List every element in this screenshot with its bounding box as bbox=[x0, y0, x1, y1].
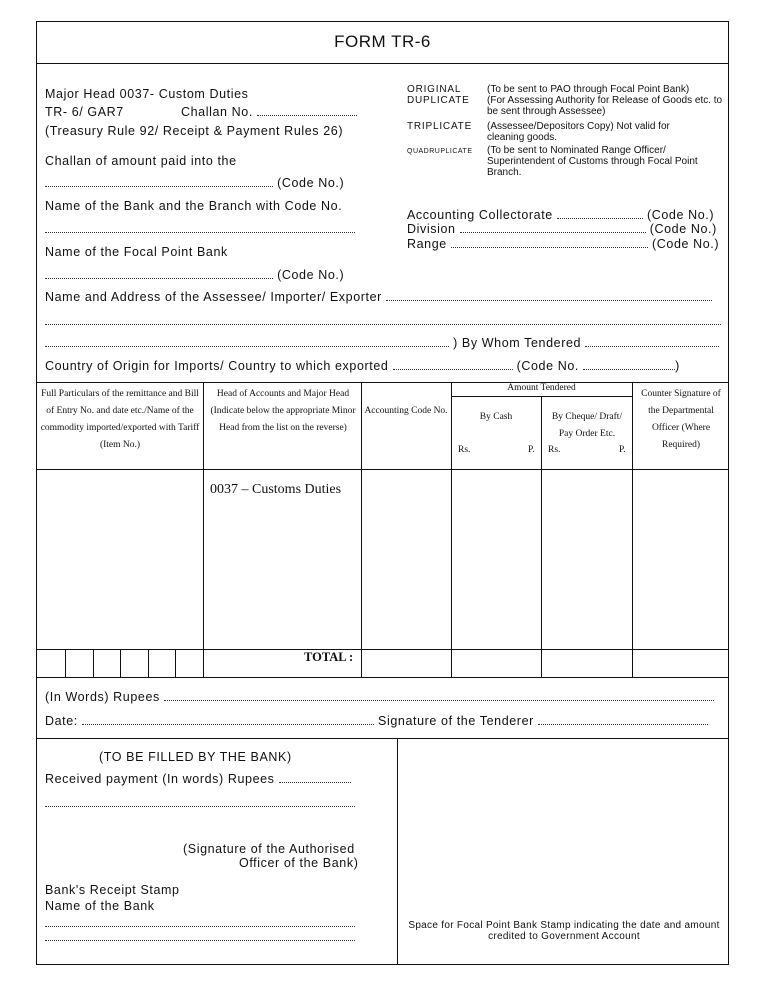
copy-quadruplicate-label: QUADRUPLICATE bbox=[407, 148, 473, 155]
code-no-label: (Code No.) bbox=[277, 176, 345, 190]
in-words-dots bbox=[164, 691, 714, 701]
copy-original-note: (To be sent to PAO through Focal Point Bank) bbox=[487, 84, 690, 95]
challan-paid-code bbox=[45, 176, 344, 190]
copy-duplicate-label: DUPLICATE bbox=[407, 95, 470, 106]
tariff-box-2 bbox=[93, 649, 94, 677]
tariff-box-3 bbox=[120, 649, 121, 677]
challan-no-field bbox=[181, 105, 357, 119]
date-signature-field bbox=[45, 714, 708, 728]
header-accounting-code: Accounting Code No. bbox=[364, 406, 448, 416]
range-label: Range bbox=[407, 237, 447, 251]
copy-original-label: ORIGINAL bbox=[407, 84, 462, 95]
accounting-dots bbox=[557, 209, 643, 219]
date-dots bbox=[82, 715, 374, 725]
assessee-line-2 bbox=[45, 314, 721, 328]
challan-no-label: Challan No. bbox=[181, 105, 253, 119]
range-dots bbox=[451, 238, 648, 248]
bank-name-label: Name of the Bank bbox=[45, 899, 155, 913]
challan-paid-label: Challan of amount paid into the bbox=[45, 154, 237, 168]
country-code-label: (Code No. bbox=[516, 359, 579, 373]
received-dots bbox=[279, 773, 351, 783]
copy-triplicate-label: TRIPLICATE bbox=[407, 121, 473, 132]
bank-name-line-1 bbox=[45, 916, 355, 930]
signature-tenderer-label: Signature of the Tenderer bbox=[378, 714, 534, 728]
receipt-stamp-label: Bank's Receipt Stamp bbox=[45, 883, 180, 897]
tariff-box-1 bbox=[65, 649, 66, 677]
tariff-box-4 bbox=[148, 649, 149, 677]
tariff-box-5 bbox=[175, 649, 176, 677]
accounting-collectorate-label: Accounting Collectorate bbox=[407, 208, 553, 222]
cheque-rs: Rs. bbox=[548, 445, 561, 455]
header-head-accounts: Head of Accounts and Major Head (Indicate below the appropriate Minor Head from the list on the reverse) bbox=[210, 389, 356, 433]
table-total-top bbox=[36, 649, 729, 650]
focal-bank-label: Name of the Focal Point Bank bbox=[45, 245, 228, 259]
division-field bbox=[407, 222, 717, 236]
cash-rs: Rs. bbox=[458, 445, 471, 455]
cheque-p: P. bbox=[619, 445, 626, 455]
signature-dots bbox=[538, 715, 708, 725]
signature-officer-2: Officer of the Bank) bbox=[239, 856, 359, 870]
country-close-paren: ) bbox=[675, 359, 680, 373]
bank-heading: (TO BE FILLED BY THE BANK) bbox=[99, 750, 292, 764]
received-payment-label: Received payment (In words) Rupees bbox=[45, 772, 275, 786]
division-label: Division bbox=[407, 222, 456, 236]
bank-branch-line bbox=[45, 222, 355, 236]
table-total-label: TOTAL : bbox=[304, 650, 354, 664]
table-bottom bbox=[36, 677, 729, 678]
col-divider-4 bbox=[541, 396, 542, 677]
received-payment-field bbox=[45, 772, 351, 786]
header-by-cash: By Cash bbox=[479, 412, 513, 422]
treasury-rule: (Treasury Rule 92/ Receipt & Payment Rules 26) bbox=[45, 124, 344, 138]
bank-section-top bbox=[36, 738, 729, 739]
copy-triplicate-note: (Assessee/Depositors Copy) Not valid for cleaning goods. bbox=[487, 121, 670, 143]
challan-paid-dots bbox=[45, 177, 273, 187]
whom-dots-1 bbox=[45, 337, 449, 347]
code-no-label: (Code No.) bbox=[277, 268, 345, 282]
col-divider-1 bbox=[203, 382, 204, 677]
focal-bank-code bbox=[45, 268, 344, 282]
assessee-label: Name and Address of the Assessee/ Importer/ Exporter bbox=[45, 290, 382, 304]
in-words-label: (In Words) Rupees bbox=[45, 690, 160, 704]
whom-tendered-label: ) By Whom Tendered bbox=[453, 336, 582, 350]
code-no-label: (Code No.) bbox=[652, 237, 720, 251]
challan-no-dots bbox=[257, 106, 357, 116]
assessee-field bbox=[45, 290, 712, 304]
code-no-label: (Code No.) bbox=[649, 222, 717, 236]
signature-officer-1: (Signature of the Authorised bbox=[183, 842, 355, 856]
major-head: Major Head 0037- Custom Duties bbox=[45, 87, 249, 101]
col-divider-2 bbox=[361, 382, 362, 677]
country-code-dots bbox=[583, 360, 675, 370]
range-field bbox=[407, 237, 719, 251]
copy-quadruplicate-note: (To be sent to Nominated Range Officer/ Superintendent of Customs through Focal Point Branch. bbox=[487, 145, 698, 178]
header-amount-tendered: Amount Tendered bbox=[507, 383, 576, 393]
division-dots bbox=[460, 223, 646, 233]
header-counter-signature: Counter Signature of the Departmental Officer (Where Required) bbox=[641, 389, 721, 450]
date-label: Date: bbox=[45, 714, 78, 728]
country-label: Country of Origin for Imports/ Country to which exported bbox=[45, 359, 389, 373]
accounting-collectorate bbox=[407, 208, 714, 222]
bank-branch-label: Name of the Bank and the Branch with Code No. bbox=[45, 199, 343, 213]
received-line-2 bbox=[45, 796, 355, 810]
bank-name-dots-2 bbox=[45, 931, 355, 941]
bank-section-divider bbox=[397, 738, 398, 965]
focal-bank-dots bbox=[45, 269, 273, 279]
tr6-label: TR- 6/ GAR7 bbox=[45, 105, 124, 119]
cash-p: P. bbox=[528, 445, 535, 455]
page-title: FORM TR-6 bbox=[334, 32, 431, 51]
in-words-field bbox=[45, 690, 714, 704]
col-divider-5 bbox=[632, 382, 633, 677]
title-divider bbox=[36, 63, 729, 64]
header-particulars: Full Particulars of the remittance and Bill of Entry No. and date etc./Name of the commodity imported/exported with Tariff (Item No.) bbox=[40, 389, 200, 450]
code-no-label: (Code No.) bbox=[646, 208, 715, 222]
table-header-bottom bbox=[36, 469, 729, 470]
table-entry-customs: 0037 – Customs Duties bbox=[210, 482, 342, 497]
received-dots-2 bbox=[45, 797, 355, 807]
whom-dots-2 bbox=[585, 337, 719, 347]
whom-tendered-field bbox=[45, 336, 719, 350]
header-by-cheque: By Cheque/ Draft/ Pay Order Etc. bbox=[551, 412, 623, 439]
assessee-dots-2 bbox=[45, 315, 721, 325]
col-divider-3 bbox=[451, 382, 452, 677]
country-field bbox=[45, 359, 680, 373]
copy-duplicate-note: (For Assessing Authority for Release of Goods etc. to be sent through Assessee) bbox=[487, 95, 723, 117]
focal-stamp-note: Space for Focal Point Bank Stamp indicating the date and amount credited to Government Account bbox=[408, 920, 720, 942]
assessee-dots bbox=[386, 291, 712, 301]
bank-name-dots-1 bbox=[45, 917, 355, 927]
bank-branch-dots bbox=[45, 223, 355, 233]
country-dots bbox=[393, 360, 513, 370]
bank-name-line-2 bbox=[45, 930, 355, 944]
